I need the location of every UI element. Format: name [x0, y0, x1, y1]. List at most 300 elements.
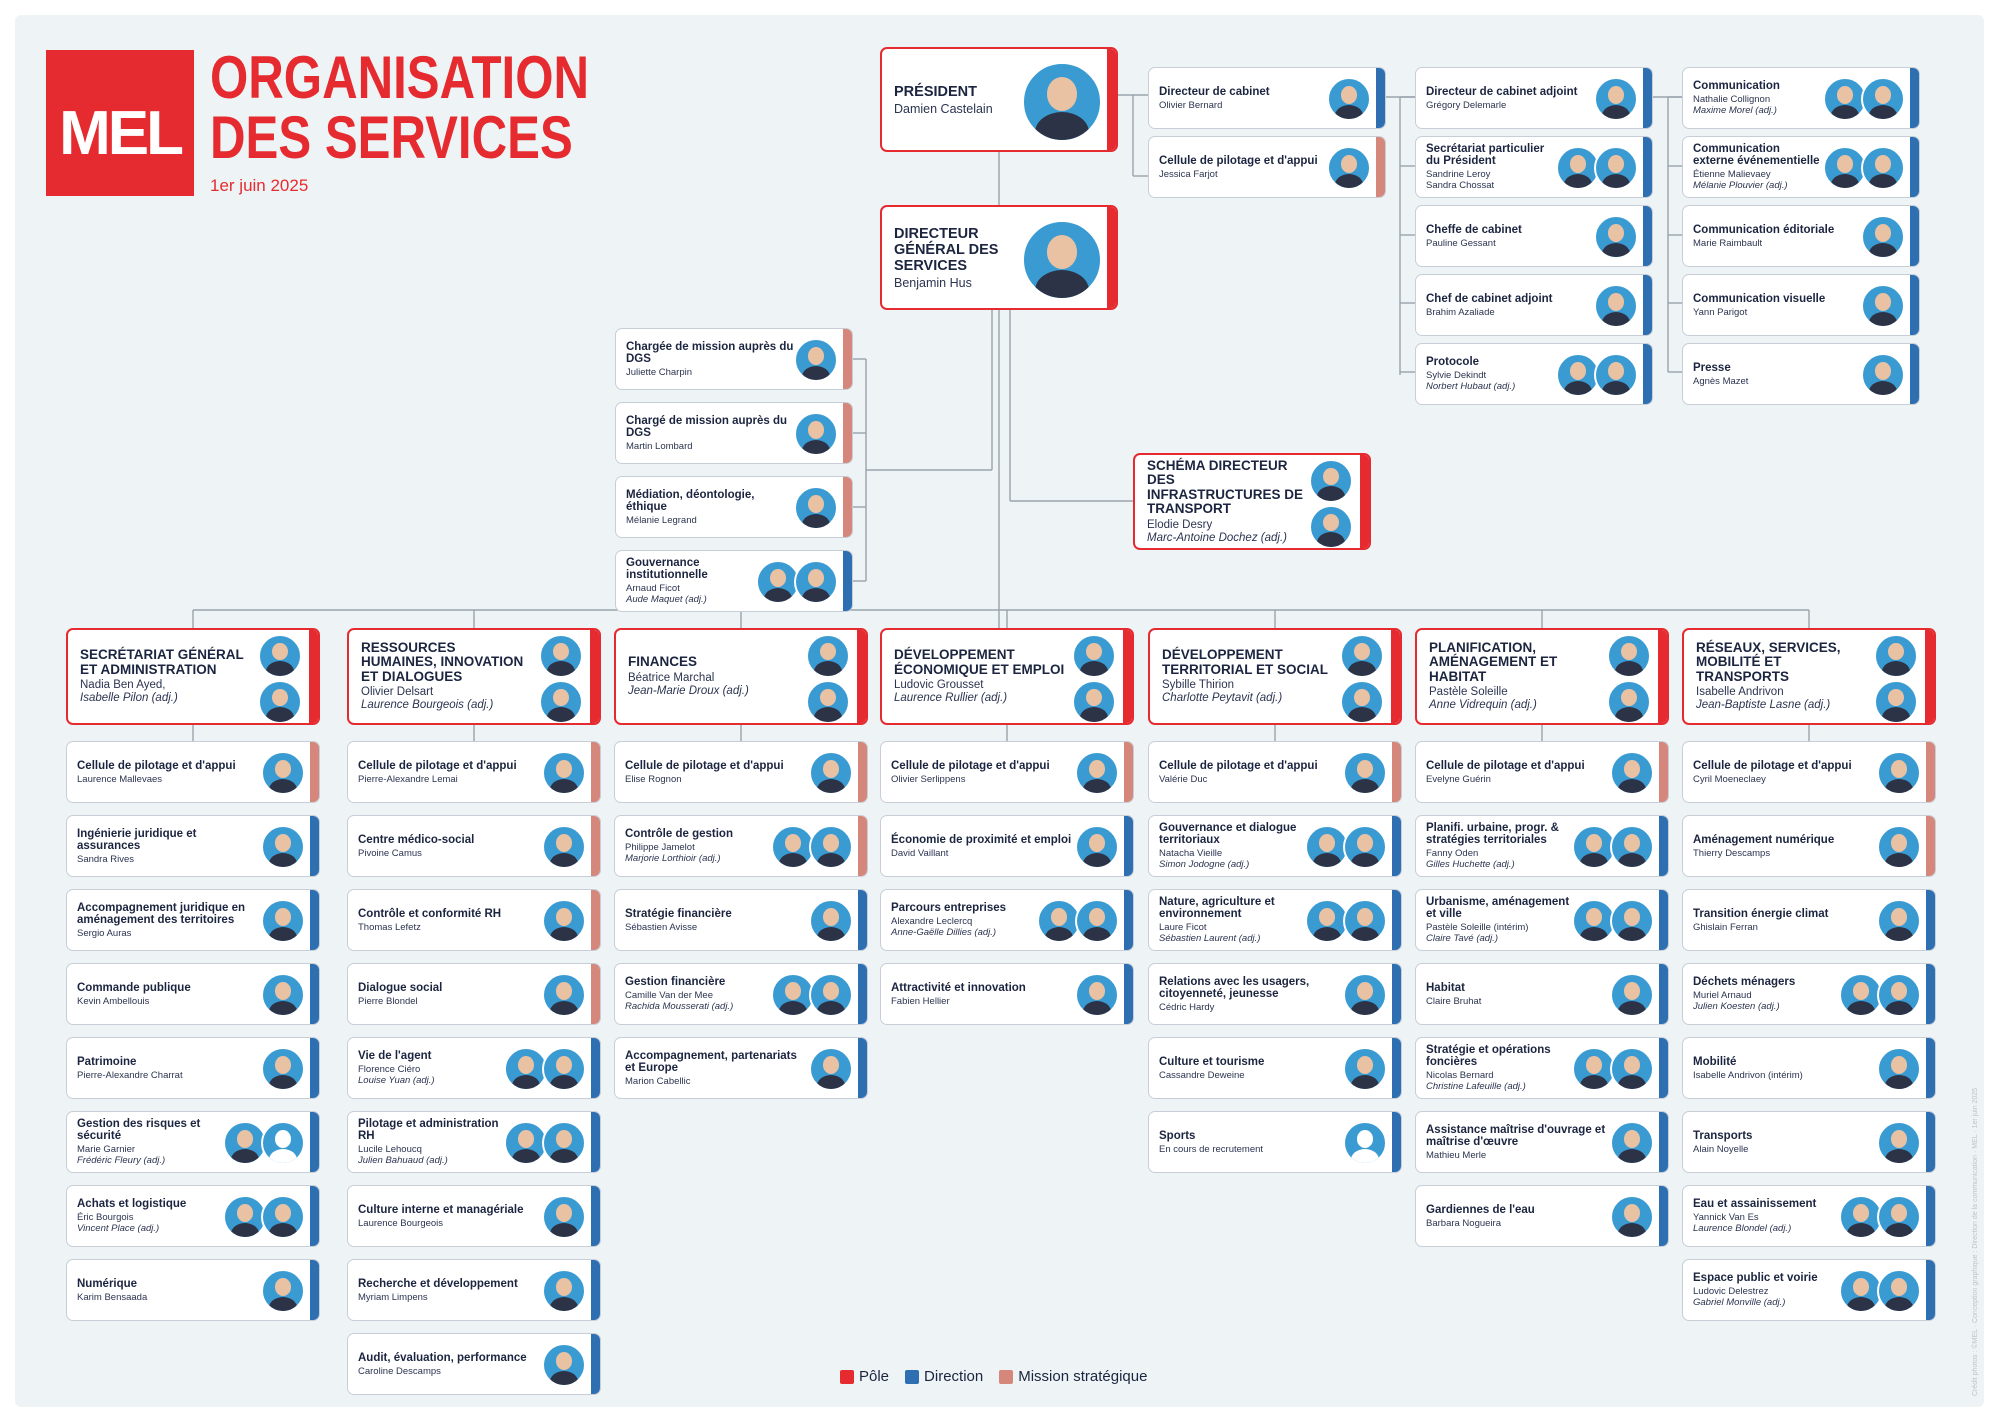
card-text: [1693, 1112, 1877, 1172]
category-bar: [1360, 455, 1369, 548]
shoulders-shape: [1885, 927, 1914, 943]
shoulders-shape: [1869, 174, 1898, 190]
photos: [1343, 1121, 1387, 1165]
shoulders-shape: [1351, 779, 1380, 795]
card-title: Stratégie financière: [625, 907, 732, 920]
direction-card: [66, 1259, 320, 1321]
head-shape: [275, 1056, 291, 1074]
mission-card: [614, 815, 868, 877]
card-text: [891, 742, 1075, 802]
card-title: Aménagement numérique: [1693, 833, 1835, 846]
shoulders-shape: [1618, 779, 1647, 795]
person-photo: [1072, 634, 1116, 678]
head-shape: [823, 982, 839, 1000]
card-title: Transports: [1693, 1129, 1753, 1142]
head-shape: [518, 1130, 534, 1148]
head-shape: [1891, 1056, 1907, 1074]
person-photo: [1861, 284, 1905, 328]
head-shape: [820, 689, 836, 707]
card-title: Cellule de pilotage et d'appui: [625, 759, 784, 772]
head-shape: [556, 982, 572, 1000]
shoulders-shape: [266, 661, 295, 677]
person-photo: [261, 1269, 305, 1313]
person-photo: [1343, 751, 1387, 795]
mission-card: [347, 963, 601, 1025]
deputy-name: Laurence Rullier (adj.): [894, 692, 1008, 704]
card-title: Commande publique: [77, 981, 191, 994]
card-text: [628, 630, 800, 723]
deputy-name: Mélanie Plouvier (adj.): [1693, 180, 1788, 191]
person-name: Benjamin Hus: [894, 275, 972, 290]
category-bar: [1926, 964, 1935, 1024]
head-shape: [275, 760, 291, 778]
card-text: [894, 207, 1022, 308]
card-title: PLANIFICATION, AMÉNAGEMENT ET HABITAT: [1429, 639, 1558, 684]
head-shape: [808, 495, 824, 513]
head-shape: [785, 982, 801, 1000]
person-name: Cassandre Deweine: [1159, 1069, 1245, 1081]
shoulders-shape: [550, 1297, 579, 1313]
photos: [1839, 1269, 1921, 1313]
person-photo: [1594, 77, 1638, 121]
person-photo: [1343, 1047, 1387, 1091]
deputy-name: Claire Tavé (adj.): [1426, 933, 1498, 944]
person-photo: [1075, 973, 1119, 1017]
photos: [1877, 1121, 1921, 1165]
head-shape: [1357, 1056, 1373, 1074]
card-text: [358, 742, 542, 802]
shoulders-shape: [550, 927, 579, 943]
head-shape: [1875, 293, 1891, 311]
card-title: Communication visuelle: [1693, 292, 1826, 305]
shoulders-shape: [1580, 853, 1609, 869]
person-name: Ghislain Ferran: [1693, 921, 1758, 933]
person-photo: [258, 680, 302, 724]
head-shape: [1875, 224, 1891, 242]
mission-card: [347, 889, 601, 951]
shoulders-shape: [269, 779, 298, 795]
card-text: [1693, 1260, 1839, 1320]
photos: [1072, 634, 1116, 724]
person-name: Nicolas Bernard: [1426, 1070, 1494, 1081]
mission-card: [1148, 136, 1386, 198]
card-title: Économie de proximité et emploi: [891, 833, 1072, 846]
person-photo: [1877, 973, 1921, 1017]
direction-card: [66, 963, 320, 1025]
person-photo: [1877, 1047, 1921, 1091]
card-title: Communication: [1693, 80, 1780, 92]
photos: [223, 1195, 305, 1239]
deputy-name: Louise Yuan (adj.): [358, 1075, 435, 1086]
card-title: Relations avec les usagers, citoyenneté, jeunesse: [1159, 975, 1310, 1000]
shoulders-shape: [1335, 174, 1364, 190]
photos: [1610, 973, 1654, 1017]
card-title: Directeur de cabinet: [1159, 85, 1270, 98]
card-title: Patrimoine: [77, 1055, 137, 1068]
category-bar: [591, 742, 600, 802]
card-text: [1693, 816, 1877, 876]
photos: [1075, 973, 1119, 1017]
photos: [1861, 353, 1905, 397]
card-title: Planifi. urbaine, progr. & stratégies territoriales: [1426, 822, 1559, 846]
direction-card: [1415, 889, 1669, 951]
category-bar: [1392, 890, 1401, 950]
person-name: Claire Bruhat: [1426, 995, 1482, 1007]
card-title: Accompagnement juridique en aménagement des territoires: [77, 901, 246, 926]
head-shape: [1586, 1056, 1602, 1074]
direction-card: [1415, 205, 1653, 267]
card-text: [77, 890, 261, 950]
photos: [261, 751, 305, 795]
shoulders-shape: [802, 366, 831, 382]
card-text: [1426, 742, 1610, 802]
head-shape: [1086, 643, 1102, 661]
card-text: [625, 816, 771, 876]
shoulders-shape: [1618, 853, 1647, 869]
head-shape: [1586, 834, 1602, 852]
deputy-name: Norbert Hubaut (adj.): [1426, 381, 1516, 392]
person-photo: [1861, 146, 1905, 190]
deputy-name: Julien Koesten (adj.): [1693, 1001, 1780, 1012]
photos: [1874, 634, 1918, 724]
pole-card: [1682, 628, 1936, 725]
shoulders-shape: [1335, 105, 1364, 121]
category-bar: [1659, 1038, 1668, 1098]
category-bar: [1107, 49, 1116, 150]
head-shape: [275, 1130, 291, 1148]
person-photo: [1610, 899, 1654, 943]
card-title: DÉVELOPPEMENT TERRITORIAL ET SOCIAL: [1162, 647, 1329, 677]
person-photo: [1340, 680, 1384, 724]
photos: [542, 825, 586, 869]
shoulders-shape: [550, 1001, 579, 1017]
photos: [1343, 751, 1387, 795]
deputy-name: Laurence Bourgeois (adj.): [361, 699, 494, 712]
mission-card: [1415, 741, 1669, 803]
person-name: Thomas Lefetz: [358, 921, 421, 933]
photos: [1607, 634, 1651, 724]
category-bar: [1910, 206, 1919, 266]
person-photo: [809, 973, 853, 1017]
photos: [1037, 899, 1119, 943]
person-name: Martin Lombard: [626, 440, 693, 452]
photos: [1594, 215, 1638, 259]
card-title: RÉSEAUX, SERVICES, MOBILITÉ ET TRANSPORTS: [1696, 639, 1841, 684]
photos: [1861, 215, 1905, 259]
card-title: Mobilité: [1693, 1055, 1737, 1068]
person-photo: [261, 1047, 305, 1091]
photos: [1327, 146, 1371, 190]
shoulders-shape: [1885, 1297, 1914, 1313]
person-photo: [1075, 751, 1119, 795]
card-title: Audit, évaluation, performance: [358, 1351, 527, 1364]
person-name: Pierre Blondel: [358, 995, 418, 1007]
mission-card: [1148, 741, 1402, 803]
person-photo: [542, 973, 586, 1017]
head-shape: [1357, 760, 1373, 778]
category-bar: [1392, 964, 1401, 1024]
head-shape: [1570, 155, 1586, 173]
direction-card: [1415, 136, 1653, 198]
category-bar: [310, 742, 319, 802]
photos: [261, 899, 305, 943]
person-name: Caroline Descamps: [358, 1365, 441, 1377]
shoulders-shape: [814, 707, 843, 723]
mission-card: [614, 741, 868, 803]
dgs-card: [880, 205, 1118, 310]
card-text: [1693, 1038, 1877, 1098]
person-photo: [542, 1047, 586, 1091]
shoulders-shape: [1885, 1075, 1914, 1091]
photos: [542, 751, 586, 795]
category-bar: [1659, 1112, 1668, 1172]
person-photo: [1877, 1269, 1921, 1313]
shoulders-shape: [550, 1075, 579, 1091]
head-shape: [237, 1130, 253, 1148]
head-shape: [823, 908, 839, 926]
person-photo: [1607, 680, 1651, 724]
photos: [542, 1343, 586, 1387]
person-photo: [1610, 751, 1654, 795]
photos: [542, 973, 586, 1017]
category-bar: [1926, 742, 1935, 802]
category-bar: [310, 816, 319, 876]
deputy-name: Anne Vidrequin (adj.): [1429, 699, 1537, 712]
person-name: Nadia Ben Ayed,: [80, 679, 166, 691]
shoulders-shape: [1885, 1223, 1914, 1239]
direction-card: [1148, 67, 1386, 129]
deputy-name: Sandra Chossat: [1426, 180, 1495, 191]
card-title: Urbanisme, aménagement et ville: [1426, 896, 1570, 920]
card-text: [1693, 1186, 1839, 1246]
photos: [1343, 973, 1387, 1017]
head-shape: [1051, 908, 1067, 926]
shoulders-shape: [512, 1149, 541, 1165]
card-text: [1693, 68, 1823, 128]
person-photo: [1075, 825, 1119, 869]
person-name: Marie Garnier: [77, 1144, 136, 1155]
shoulders-shape: [1351, 927, 1380, 943]
shoulders-shape: [231, 1223, 260, 1239]
photos: [806, 634, 850, 724]
category-bar: [843, 329, 852, 389]
card-title: Nature, agriculture et environnement: [1159, 896, 1275, 920]
deputy-name: Rachida Mousserati (adj.): [625, 1001, 734, 1012]
shoulders-shape: [1885, 1001, 1914, 1017]
card-text: [1426, 344, 1556, 404]
person-name: Laure Ficot: [1159, 922, 1207, 933]
shoulders-shape: [550, 1149, 579, 1165]
person-photo: [1327, 146, 1371, 190]
category-bar: [591, 1112, 600, 1172]
head-shape: [1891, 834, 1907, 852]
head-shape: [1624, 760, 1640, 778]
head-shape: [1608, 86, 1624, 104]
direction-card: [1682, 205, 1920, 267]
card-text: [1693, 742, 1877, 802]
shoulders-shape: [1885, 853, 1914, 869]
head-shape: [518, 1056, 534, 1074]
card-title: Espace public et voirie: [1693, 1272, 1818, 1284]
card-title: Attractivité et innovation: [891, 981, 1026, 994]
photos: [1594, 77, 1638, 121]
category-bar: [1124, 742, 1133, 802]
photos: [1610, 751, 1654, 795]
photos: [542, 1195, 586, 1239]
category-bar: [1910, 137, 1919, 197]
card-text: [1426, 1186, 1610, 1246]
person-photo: [1072, 680, 1116, 724]
person-photo: [542, 1195, 586, 1239]
sdit-card: [1133, 453, 1371, 550]
mission-card: [880, 741, 1134, 803]
category-bar: [1659, 742, 1668, 802]
person-name: Grégory Delemarle: [1426, 99, 1507, 111]
photos: [771, 825, 853, 869]
mission-card: [347, 815, 601, 877]
card-title: Accompagnement, partenariats et Europe: [625, 1049, 797, 1074]
person-photo: [1874, 634, 1918, 678]
head-shape: [1570, 362, 1586, 380]
head-shape: [1624, 1130, 1640, 1148]
photos: [1572, 899, 1654, 943]
direction-card: [1682, 1037, 1936, 1099]
direction-card: [1148, 963, 1402, 1025]
shoulders-shape: [1615, 707, 1644, 723]
category-bar: [310, 1112, 319, 1172]
pole-card: [347, 628, 601, 725]
shoulders-shape: [1045, 927, 1074, 943]
person-photo: [794, 412, 838, 456]
direction-card: [66, 1185, 320, 1247]
direction-card: [347, 1037, 601, 1099]
person-name: Sybille Thirion: [1162, 679, 1235, 691]
person-name: Brahim Azaliade: [1426, 306, 1495, 318]
category-bar: [1910, 68, 1919, 128]
photos: [1823, 77, 1905, 121]
deputy-name: Jean-Marie Droux (adj.): [628, 684, 749, 697]
head-shape: [1875, 362, 1891, 380]
head-shape: [1357, 908, 1373, 926]
direction-card: [1415, 274, 1653, 336]
card-title: Achats et logistique: [77, 1198, 187, 1210]
category-bar: [1925, 630, 1934, 723]
person-photo: [539, 680, 583, 724]
photos: [771, 973, 853, 1017]
head-shape: [272, 643, 288, 661]
deputy-name: Laurence Blondel (adj.): [1693, 1223, 1792, 1234]
card-text: [358, 1186, 542, 1246]
head-shape: [556, 760, 572, 778]
direction-card: [66, 1111, 320, 1173]
shoulders-shape: [814, 661, 843, 677]
head-shape: [1089, 908, 1105, 926]
head-shape: [1319, 908, 1335, 926]
category-bar: [310, 1038, 319, 1098]
person-name: Isabelle Andrivon: [1696, 686, 1784, 699]
shoulders-shape: [1885, 779, 1914, 795]
direction-card: [1415, 815, 1669, 877]
category-bar: [843, 403, 852, 463]
card-title: FINANCES: [628, 654, 698, 670]
card-text: [80, 630, 252, 723]
shoulders-shape: [550, 853, 579, 869]
head-shape: [1624, 982, 1640, 1000]
card-title: Dialogue social: [358, 981, 443, 994]
shoulders-shape: [1882, 707, 1911, 723]
pole-card: [1415, 628, 1669, 725]
card-title: Culture et tourisme: [1159, 1055, 1265, 1068]
person-name: Étienne Malievaey: [1693, 169, 1771, 180]
person-photo: [261, 973, 305, 1017]
category-bar: [1392, 1112, 1401, 1172]
deputy-name: Gabriel Monville (adj.): [1693, 1297, 1786, 1308]
photos: [1305, 825, 1387, 869]
photos: [504, 1047, 586, 1091]
person-photo: [1610, 825, 1654, 869]
shoulders-shape: [1615, 661, 1644, 677]
card-text: [1159, 742, 1343, 802]
shoulders-shape: [764, 588, 793, 604]
shoulders-shape: [269, 927, 298, 943]
shoulders-shape: [817, 1075, 846, 1091]
category-bar: [1123, 630, 1132, 723]
legend-label: Pôle: [859, 1368, 890, 1385]
shoulders-shape: [547, 707, 576, 723]
person-name: Muriel Arnaud: [1693, 990, 1752, 1001]
head-shape: [556, 1204, 572, 1222]
category-bar: [1926, 1186, 1935, 1246]
person-name: Yannick Van Es: [1693, 1212, 1759, 1223]
category-bar: [1659, 964, 1668, 1024]
head-shape: [1888, 689, 1904, 707]
head-shape: [1853, 1278, 1869, 1296]
category-bar: [1643, 137, 1652, 197]
direction-card: [880, 815, 1134, 877]
person-name: Barbara Nogueira: [1426, 1217, 1501, 1229]
legend-label: Mission stratégique: [1018, 1368, 1148, 1385]
head-shape: [1624, 1056, 1640, 1074]
person-name: Mathieu Merle: [1426, 1149, 1487, 1161]
legend-swatch-pole: [840, 1370, 854, 1384]
direction-card: [1148, 889, 1402, 951]
head-shape: [1323, 514, 1339, 532]
person-name: Pivoine Camus: [358, 847, 422, 859]
photos: [1022, 220, 1102, 300]
photos: [1610, 1121, 1654, 1165]
card-text: [891, 964, 1075, 1024]
card-text: [1693, 275, 1861, 335]
card-title: Pilotage et administration RH: [358, 1118, 499, 1142]
photos: [1309, 459, 1353, 549]
logo-text: MEL: [59, 99, 181, 168]
person-photo: [261, 751, 305, 795]
category-bar: [591, 964, 600, 1024]
shoulders-shape: [1602, 105, 1631, 121]
person-photo: [794, 338, 838, 382]
photos: [1877, 751, 1921, 795]
card-text: [1426, 1112, 1610, 1172]
card-text: [1426, 1038, 1572, 1098]
photos: [261, 1269, 305, 1313]
photos: [1839, 973, 1921, 1017]
person-photo: [1874, 680, 1918, 724]
person-photo: [809, 1047, 853, 1091]
card-title: Chargé de mission auprès du DGS: [626, 414, 788, 439]
category-bar: [1107, 207, 1116, 308]
card-title: Gestion des risques et sécurité: [77, 1118, 201, 1142]
card-text: [77, 1038, 261, 1098]
